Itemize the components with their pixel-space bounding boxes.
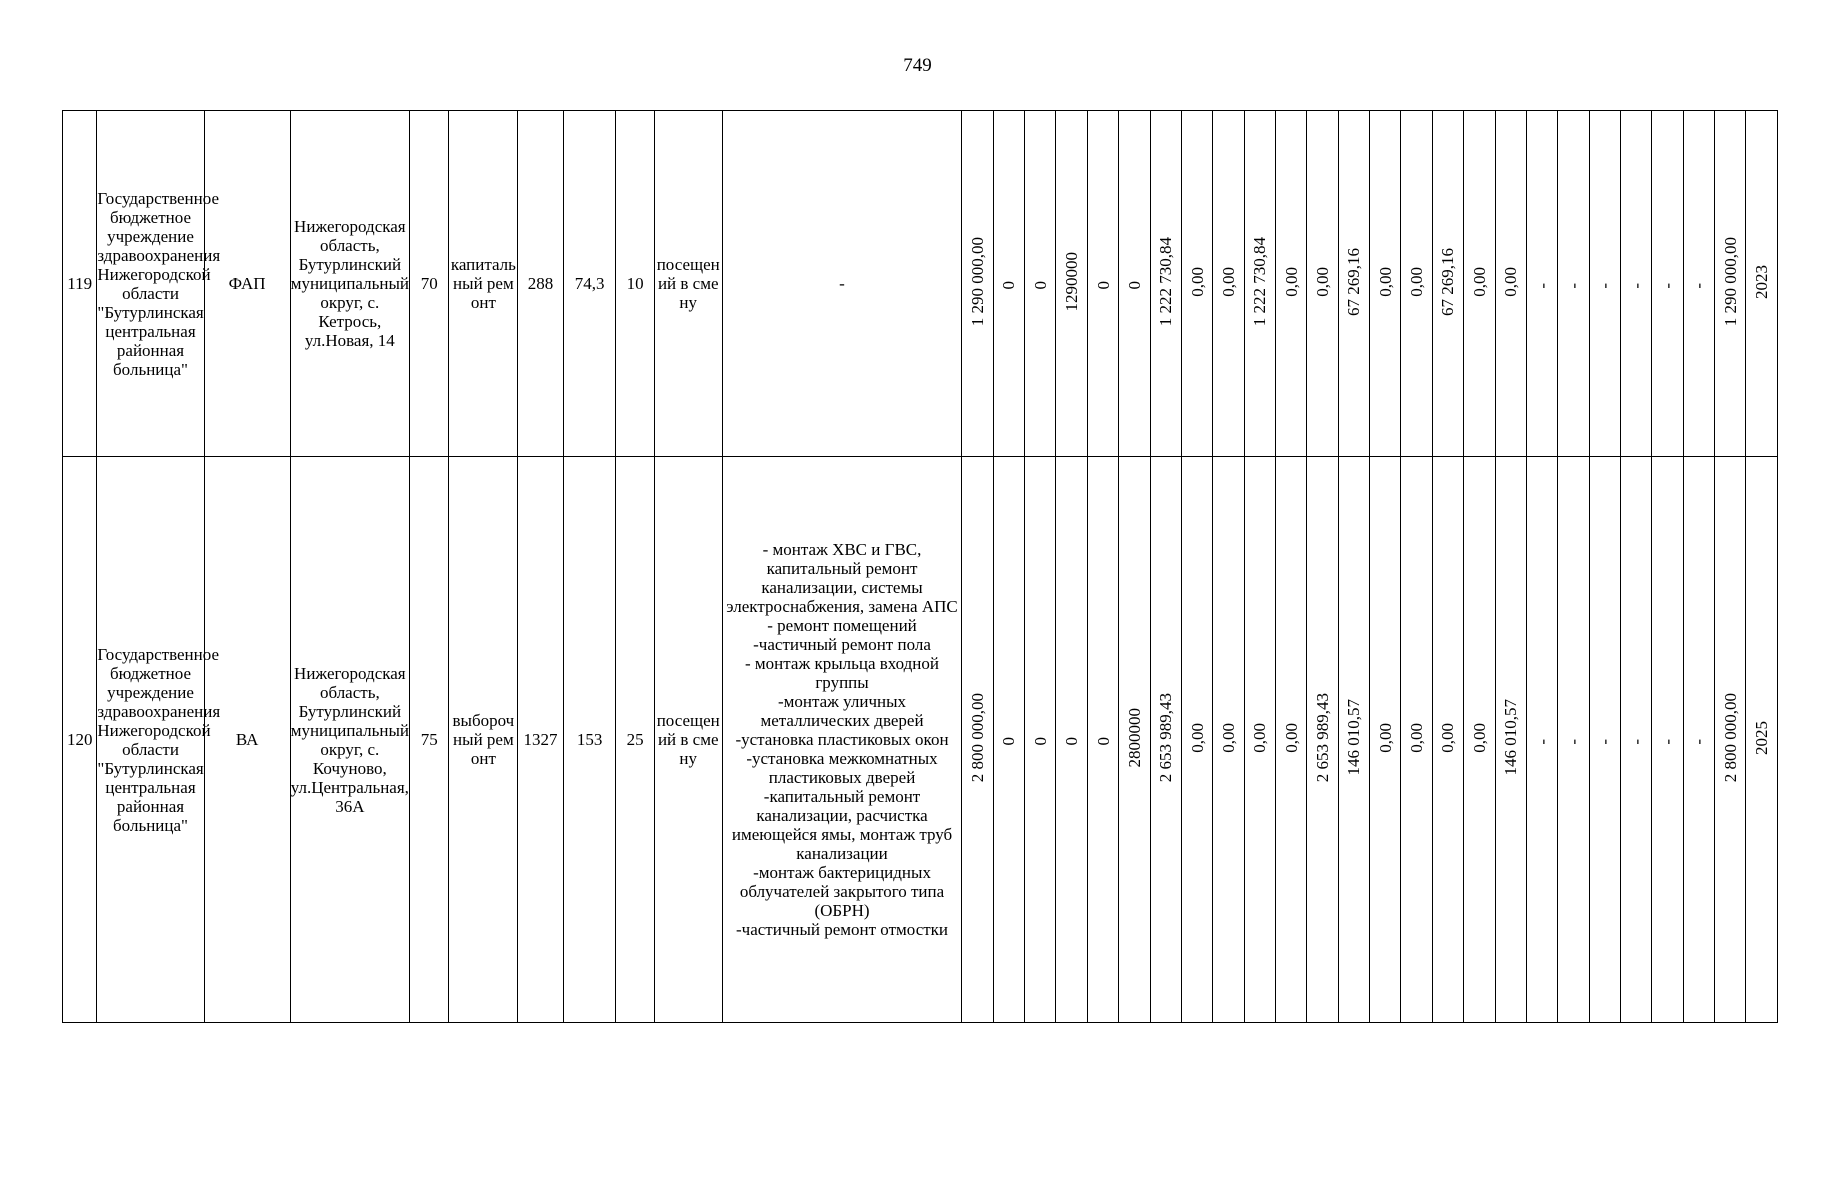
cost-regional-4-cell bbox=[1276, 111, 1307, 457]
extra-4-cell bbox=[1620, 111, 1651, 457]
cost-other-2-cell bbox=[1401, 111, 1432, 457]
extra-3-cell bbox=[1589, 111, 1620, 457]
work-kind: выборочный ремонт bbox=[449, 457, 518, 1023]
capacity-unit: посещений в смену bbox=[654, 111, 722, 457]
cost-federal-3-cell bbox=[1056, 457, 1087, 1023]
row-number: 119 bbox=[63, 111, 97, 457]
cost-regional-5: 2 653 989,43 bbox=[1313, 692, 1333, 783]
cost-other-3-cell bbox=[1432, 111, 1463, 457]
total-cost-final: 1 290 000,00 bbox=[1720, 236, 1740, 327]
total-cost-cell bbox=[962, 111, 993, 457]
cost-regional-2: 0,00 bbox=[1218, 266, 1238, 297]
extra-5-cell bbox=[1652, 111, 1683, 457]
indicator-1: 288 bbox=[518, 111, 564, 457]
cost-other-2-cell bbox=[1401, 457, 1432, 1023]
cost-regional-5-cell bbox=[1307, 457, 1338, 1023]
organization-name: Государственное бюджетное учреждение здравоохранения Нижегородской области "Бутурлинская центральная районная больница" bbox=[97, 111, 204, 457]
indicator-2: 153 bbox=[563, 457, 616, 1023]
extra-2-cell bbox=[1558, 457, 1589, 1023]
indicator-2: 74,3 bbox=[563, 111, 616, 457]
cost-federal-5: 2800000 bbox=[1124, 707, 1144, 768]
total-cost-final-cell bbox=[1715, 111, 1746, 457]
cost-regional-4-cell bbox=[1276, 457, 1307, 1023]
cost-other-2: 0,00 bbox=[1407, 266, 1427, 297]
total-cost-final-cell bbox=[1715, 457, 1746, 1023]
cost-regional-1: 0,00 bbox=[1187, 266, 1207, 297]
works-item: - bbox=[839, 274, 845, 293]
indicator-1: 1327 bbox=[518, 457, 564, 1023]
cost-other-5-cell bbox=[1495, 457, 1526, 1023]
extra-5: - bbox=[1657, 739, 1677, 745]
cost-regional-3: 1 222 730,84 bbox=[1250, 236, 1270, 327]
cost-federal-2: 0 bbox=[1030, 280, 1050, 289]
cost-regional-total: 2 653 989,43 bbox=[1156, 692, 1176, 783]
cost-other-4-cell bbox=[1464, 457, 1495, 1023]
cost-other-3: 0,00 bbox=[1438, 722, 1458, 753]
works-list bbox=[722, 457, 962, 1023]
cost-federal-3-cell bbox=[1056, 111, 1087, 457]
extra-2-cell bbox=[1558, 111, 1589, 457]
works-item: -установка межкомнатных пластиковых дверей bbox=[746, 749, 938, 787]
cost-regional-total-cell bbox=[1150, 111, 1181, 457]
extra-2: - bbox=[1563, 739, 1583, 745]
cost-other-total-cell bbox=[1338, 111, 1369, 457]
capacity-unit: посещений в смену bbox=[654, 457, 722, 1023]
cost-other-5: 146 010,57 bbox=[1501, 699, 1521, 776]
cost-federal-1: 0 bbox=[999, 280, 1019, 289]
cost-other-4: 0,00 bbox=[1469, 722, 1489, 753]
extra-6: - bbox=[1689, 739, 1709, 745]
works-item: -установка пластиковых окон bbox=[735, 730, 949, 749]
works-item: -монтаж уличных металлических дверей bbox=[760, 692, 924, 730]
cost-regional-5-cell bbox=[1307, 111, 1338, 457]
works-item: -частичный ремонт пола bbox=[753, 635, 931, 654]
extra-3: - bbox=[1595, 739, 1615, 745]
cost-other-1-cell bbox=[1370, 457, 1401, 1023]
cost-regional-3-cell bbox=[1244, 111, 1275, 457]
works-list bbox=[722, 111, 962, 457]
extra-6-cell bbox=[1683, 457, 1714, 1023]
cost-regional-1-cell bbox=[1181, 457, 1212, 1023]
cost-federal-5-cell bbox=[1119, 111, 1150, 457]
cost-federal-5: 0 bbox=[1124, 280, 1144, 289]
facility-type: ВА bbox=[204, 457, 290, 1023]
total-cost-final: 2 800 000,00 bbox=[1720, 692, 1740, 783]
cost-regional-2: 0,00 bbox=[1218, 722, 1238, 753]
facility-type: ФАП bbox=[204, 111, 290, 457]
cost-other-1-cell bbox=[1370, 111, 1401, 457]
cost-federal-2-cell bbox=[1025, 111, 1056, 457]
cost-federal-4: 0 bbox=[1093, 280, 1113, 289]
table-row bbox=[63, 111, 1778, 457]
cost-regional-1-cell bbox=[1181, 111, 1212, 457]
facility-address: Нижегородская область, Бутурлинский муниципальный округ, с. Кетрось, ул.Новая, 14 bbox=[290, 111, 409, 457]
cost-regional-total-cell bbox=[1150, 457, 1181, 1023]
indicator-3: 10 bbox=[616, 111, 654, 457]
works-item: - монтаж крыльца входной группы bbox=[745, 654, 940, 692]
extra-1: - bbox=[1532, 739, 1552, 745]
cost-regional-5: 0,00 bbox=[1313, 266, 1333, 297]
cost-federal-3: 0 bbox=[1062, 736, 1082, 745]
cost-federal-4: 0 bbox=[1093, 736, 1113, 745]
cost-federal-1-cell bbox=[993, 457, 1024, 1023]
cost-other-2: 0,00 bbox=[1407, 722, 1427, 753]
extra-6-cell bbox=[1683, 111, 1714, 457]
completion-year-cell bbox=[1746, 111, 1778, 457]
cost-regional-2-cell bbox=[1213, 111, 1244, 457]
works-item: - монтаж ХВС и ГВС, капитальный ремонт канализации, системы электроснабжения, замена АПС bbox=[726, 540, 958, 616]
extra-5: - bbox=[1657, 283, 1677, 289]
cost-other-1: 0,00 bbox=[1375, 722, 1395, 753]
year-built: 75 bbox=[410, 457, 449, 1023]
works-item: - ремонт помещений bbox=[767, 616, 917, 635]
completion-year: 2025 bbox=[1752, 720, 1772, 755]
cost-regional-2-cell bbox=[1213, 457, 1244, 1023]
indicator-3: 25 bbox=[616, 457, 654, 1023]
cost-federal-1: 0 bbox=[999, 736, 1019, 745]
total-cost: 1 290 000,00 bbox=[968, 236, 988, 327]
works-item: -монтаж бактерицидных облучателей закрытого типа (ОБРН) bbox=[739, 863, 945, 920]
cost-other-total: 67 269,16 bbox=[1344, 247, 1364, 316]
cost-regional-total: 1 222 730,84 bbox=[1156, 236, 1176, 327]
works-item: -частичный ремонт отмостки bbox=[735, 920, 949, 939]
completion-year: 2023 bbox=[1752, 264, 1772, 299]
work-kind: капитальный ремонт bbox=[449, 111, 518, 457]
completion-year-cell bbox=[1746, 457, 1778, 1023]
extra-1-cell bbox=[1526, 111, 1557, 457]
extra-3: - bbox=[1595, 283, 1615, 289]
cost-other-1: 0,00 bbox=[1375, 266, 1395, 297]
cost-other-5-cell bbox=[1495, 111, 1526, 457]
extra-1-cell bbox=[1526, 457, 1557, 1023]
extra-4: - bbox=[1626, 739, 1646, 745]
cost-federal-1-cell bbox=[993, 111, 1024, 457]
cost-federal-5-cell bbox=[1119, 457, 1150, 1023]
extra-5-cell bbox=[1652, 457, 1683, 1023]
extra-3-cell bbox=[1589, 457, 1620, 1023]
cost-other-3-cell bbox=[1432, 457, 1463, 1023]
cost-regional-4: 0,00 bbox=[1281, 266, 1301, 297]
cost-regional-4: 0,00 bbox=[1281, 722, 1301, 753]
cost-other-3: 67 269,16 bbox=[1438, 247, 1458, 316]
cost-regional-1: 0,00 bbox=[1187, 722, 1207, 753]
row-number: 120 bbox=[63, 457, 97, 1023]
cost-federal-4-cell bbox=[1087, 457, 1118, 1023]
cost-other-total: 146 010,57 bbox=[1344, 699, 1364, 776]
extra-4: - bbox=[1626, 283, 1646, 289]
year-built: 70 bbox=[410, 111, 449, 457]
cost-regional-3: 0,00 bbox=[1250, 722, 1270, 753]
cost-other-4-cell bbox=[1464, 111, 1495, 457]
total-cost: 2 800 000,00 bbox=[968, 692, 988, 783]
extra-1: - bbox=[1532, 283, 1552, 289]
table-row bbox=[63, 457, 1778, 1023]
cost-other-5: 0,00 bbox=[1501, 266, 1521, 297]
cost-federal-4-cell bbox=[1087, 111, 1118, 457]
organization-name: Государственное бюджетное учреждение здравоохранения Нижегородской области "Бутурлинская центральная районная больница" bbox=[97, 457, 204, 1023]
extra-4-cell bbox=[1620, 457, 1651, 1023]
cost-federal-2-cell bbox=[1025, 457, 1056, 1023]
cost-other-4: 0,00 bbox=[1469, 266, 1489, 297]
total-cost-cell bbox=[962, 457, 993, 1023]
cost-other-total-cell bbox=[1338, 457, 1369, 1023]
cost-federal-2: 0 bbox=[1030, 736, 1050, 745]
cost-regional-3-cell bbox=[1244, 457, 1275, 1023]
works-item: -капитальный ремонт канализации, расчистка имеющейся ямы, монтаж труб канализации bbox=[731, 787, 953, 863]
extra-6: - bbox=[1689, 283, 1709, 289]
facility-address: Нижегородская область, Бутурлинский муниципальный округ, с. Кочуново, ул.Центральная, 36А bbox=[290, 457, 409, 1023]
objects-table bbox=[62, 110, 1778, 1023]
cost-federal-3: 1290000 bbox=[1062, 251, 1082, 312]
page-number: 749 bbox=[903, 55, 932, 76]
extra-2: - bbox=[1563, 283, 1583, 289]
